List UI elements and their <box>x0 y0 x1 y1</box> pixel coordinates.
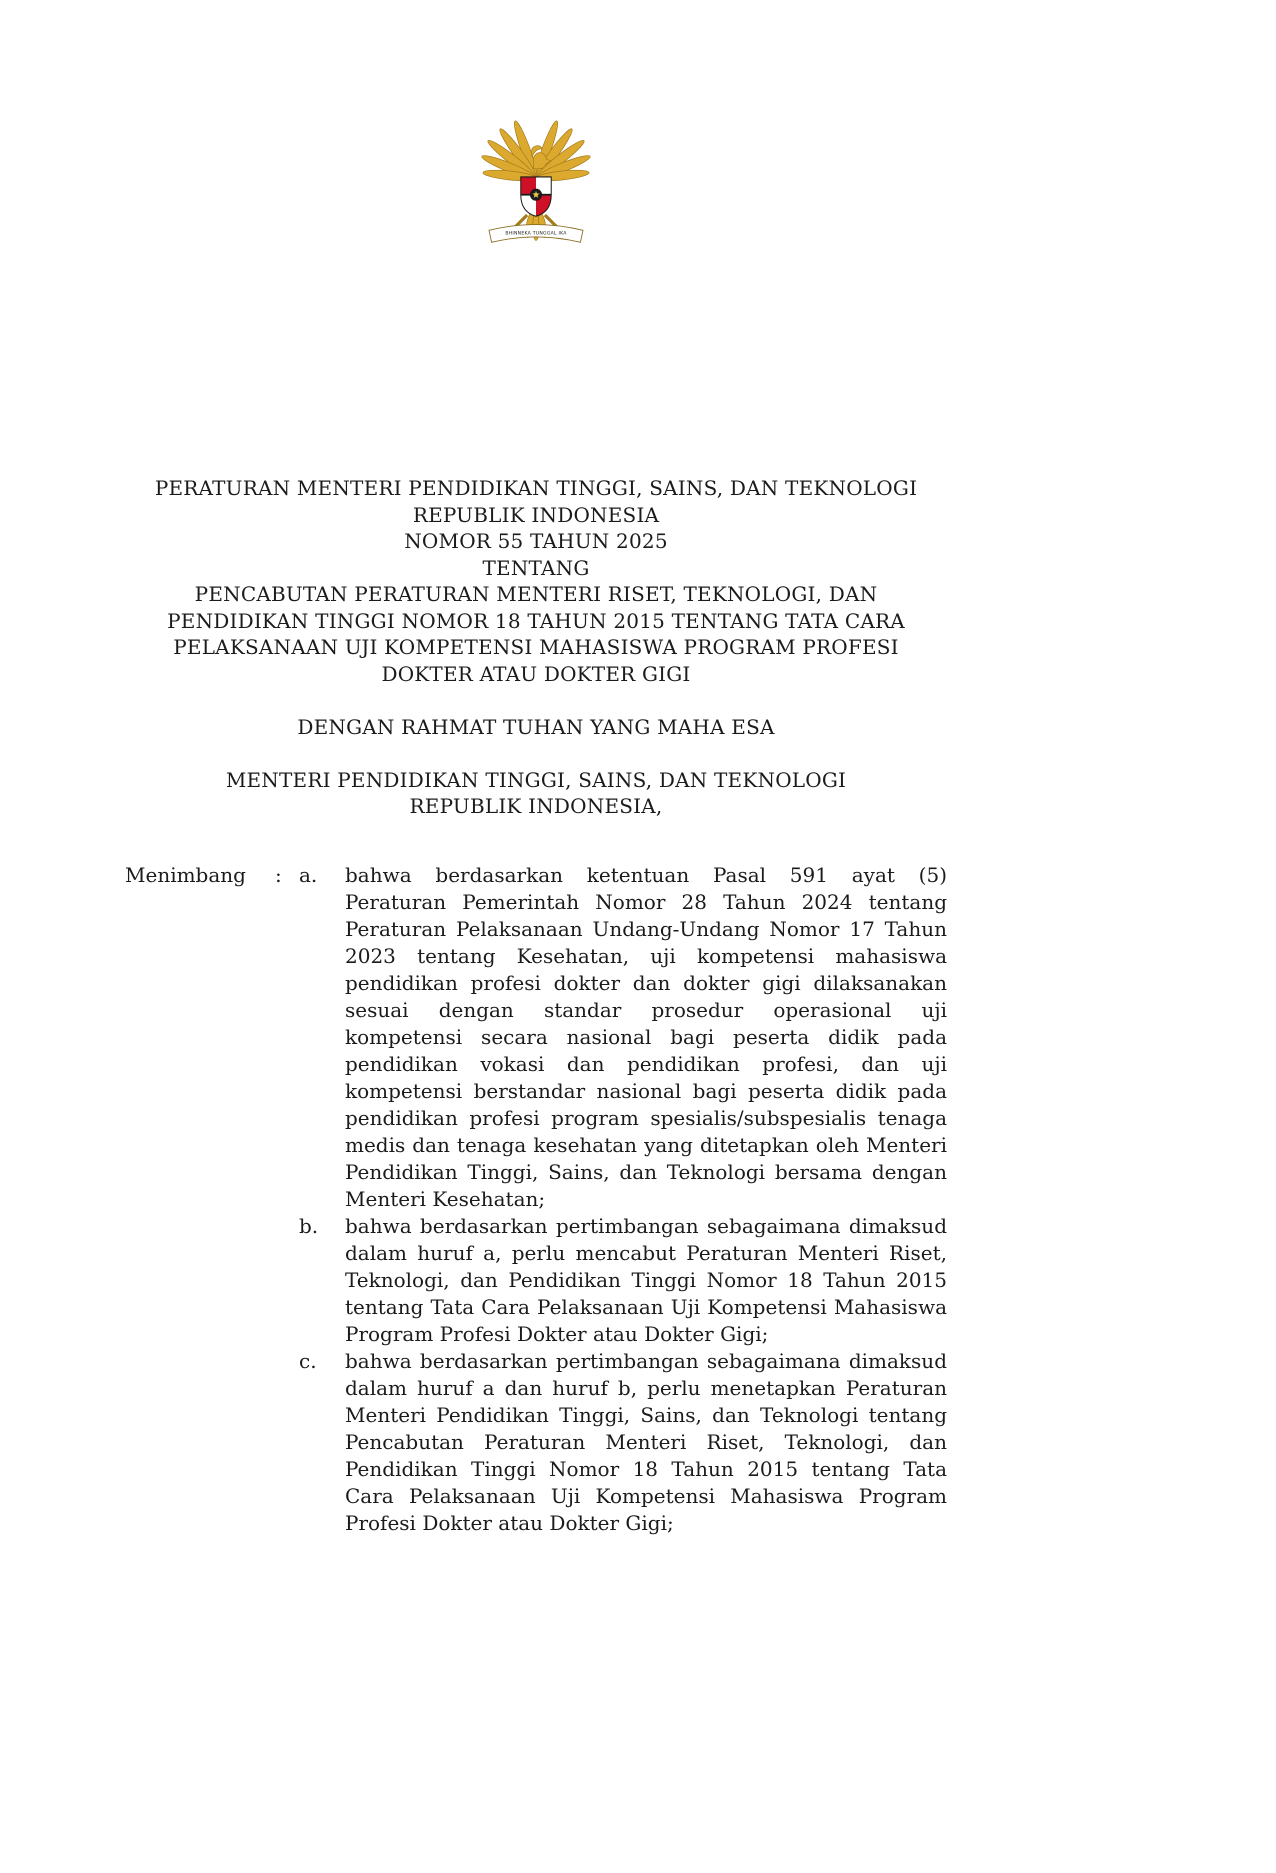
title-line-4: TENTANG <box>482 555 590 580</box>
item-text: bahwa berdasarkan pertimbangan sebagaimana dimaksud dalam huruf a, perlu mencabut Peraturan Menteri Riset, Teknologi, dan Pendidikan Tinggi Nomor 18 Tahun 2015 tentang Tata Cara Pelaksanaan Uji Kompetensi Mahasiswa Program Profesi Dokter atau Dokter Gigi; <box>345 1213 947 1346</box>
document-content <box>125 0 947 1537</box>
considering-item-b <box>299 1213 947 1348</box>
item-marker: a. <box>299 862 318 887</box>
considering-item-a <box>299 862 947 1213</box>
item-text: bahwa berdasarkan ketentuan Pasal 591 ayat (5) Peraturan Pemerintah Nomor 28 Tahun 2024 tentang Peraturan Pelaksanaan Undang-Undang Nomor 17 Tahun 2023 tentang Kesehatan, uji kompetensi mahasiswa pendidikan profesi dokter dan dokter gigi dilaksanakan sesuai dengan standar prosedur operasional uji kompetensi secara nasional bagi peserta didik pada pendidikan vokasi dan pendidikan profesi, dan uji kompetensi berstandar nasional bagi peserta didik pada pendidikan profesi program spesialis/subspesialis tenaga medis dan tenaga kesehatan yang ditetapkan oleh Menteri Pendidikan Tinggi, Sains, dan Teknologi bersama dengan Menteri Kesehatan; <box>345 862 947 1211</box>
item-text: bahwa berdasarkan pertimbangan sebagaimana dimaksud dalam huruf a dan huruf b, perlu menetapkan Peraturan Menteri Pendidikan Tinggi, Sains, dan Teknologi tentang Pencabutan Peraturan Menteri Riset, Teknologi, dan Pendidikan Tinggi Nomor 18 Tahun 2015 tentang Tata Cara Pelaksanaan Uji Kompetensi Mahasiswa Program Profesi Dokter atau Dokter Gigi; <box>345 1348 947 1535</box>
considering-item-c <box>299 1348 947 1537</box>
invocation-line: DENGAN RAHMAT TUHAN YANG MAHA ESA <box>297 715 775 739</box>
title-line-2: REPUBLIK INDONESIA <box>412 502 660 527</box>
document-heading <box>125 475 947 687</box>
considering-items <box>299 862 947 1537</box>
emblem-container <box>125 0 947 262</box>
title-line-5: PENCABUTAN PERATURAN MENTERI RISET, TEKNOLOGI, DAN PENDIDIKAN TINGGI NOMOR 18 TAHUN 2015 TENTANG TATA CARA PELAKSANAAN UJI KOMPETENSI MAHASISWA PROGRAM PROFESI DOKTER ATAU DOKTER GIGI <box>167 582 905 686</box>
considering-section <box>125 862 947 1537</box>
considering-label: Menimbang <box>125 862 246 887</box>
garuda-pancasila-emblem-icon <box>466 116 606 262</box>
emblem-banner-text: BHINNEKA TUNGGAL IKA <box>505 231 567 237</box>
authority-line-2: REPUBLIK INDONESIA, <box>409 794 663 818</box>
title-line-1: PERATURAN MENTERI PENDIDIKAN TINGGI, SAINS, DAN TEKNOLOGI <box>154 476 918 500</box>
item-marker: c. <box>299 1348 317 1373</box>
authority-line-1: MENTERI PENDIDIKAN TINGGI, SAINS, DAN TEKNOLOGI <box>225 767 847 792</box>
title-line-3: NOMOR 55 TAHUN 2025 <box>404 529 668 553</box>
item-marker: b. <box>299 1213 319 1238</box>
authority-block <box>125 767 947 820</box>
considering-separator: : <box>275 862 282 887</box>
